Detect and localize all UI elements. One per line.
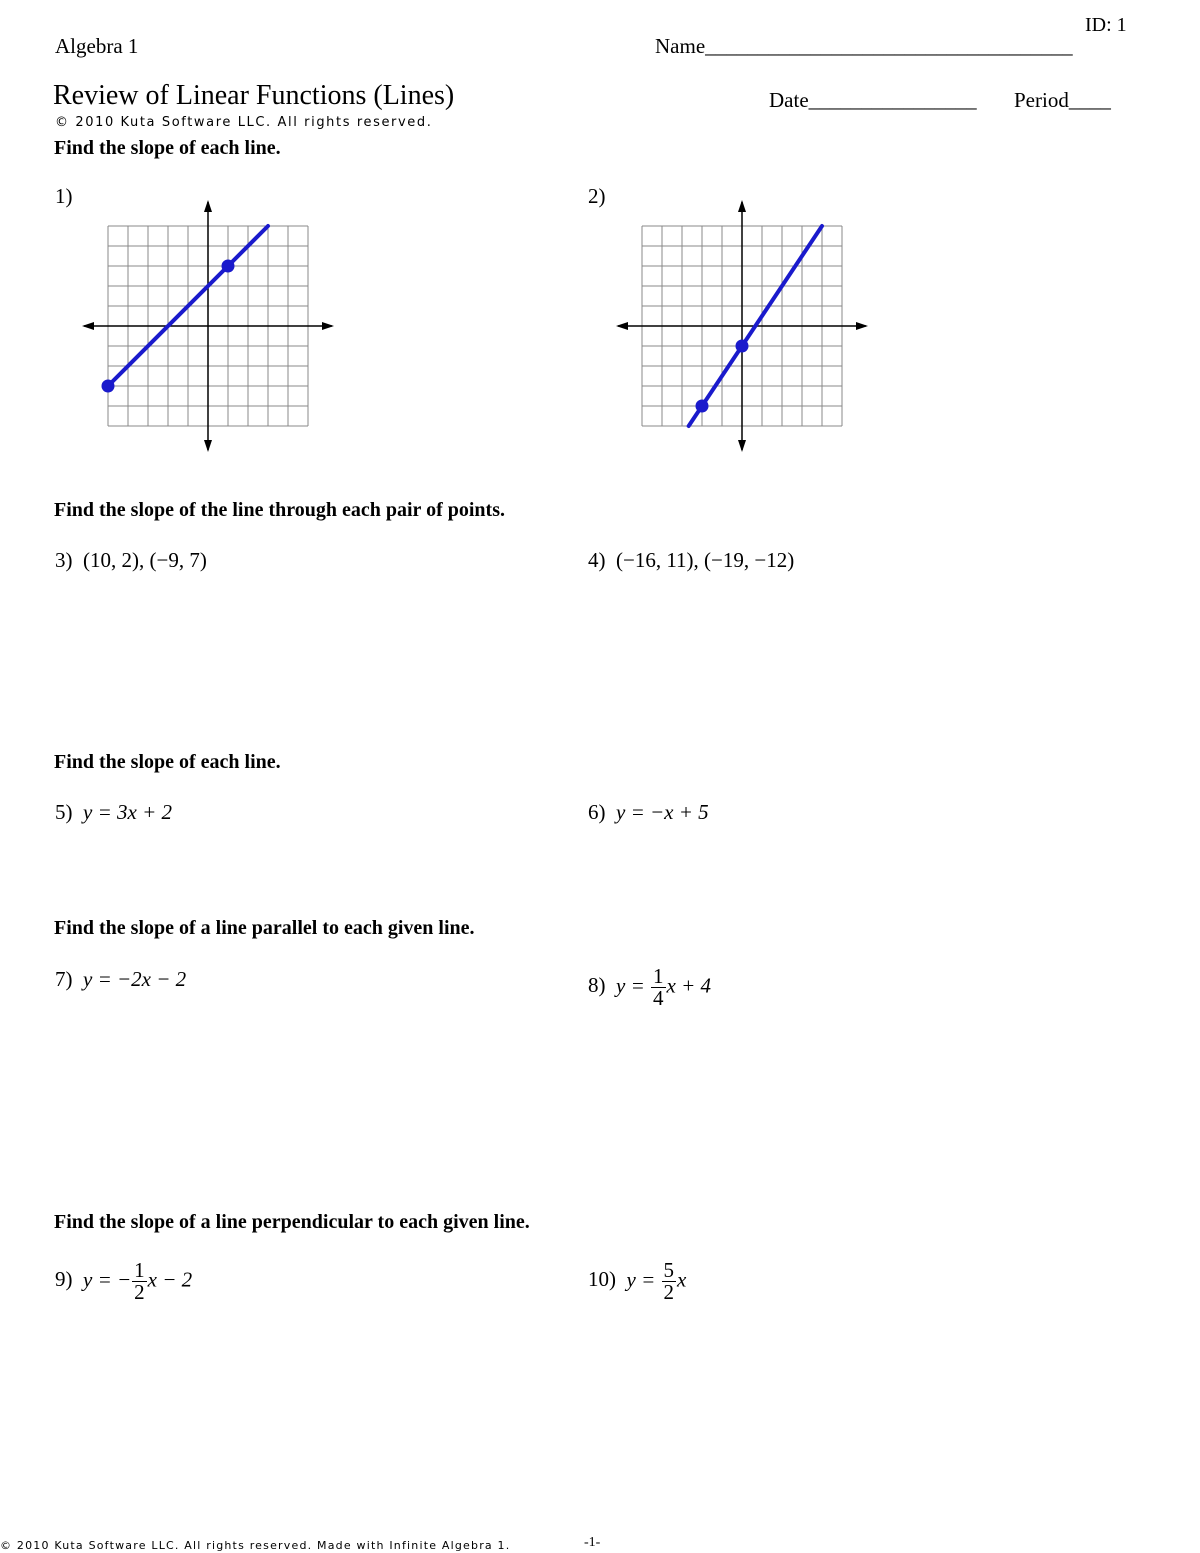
problem-equation: y = 3x + 2	[83, 800, 172, 824]
coordinate-graph	[78, 196, 338, 456]
equation-prefix: y =	[626, 1267, 661, 1292]
fraction-denominator: 4	[653, 986, 664, 1010]
section-heading-perpendicular: Find the slope of a line perpendicular to each given line.	[54, 1211, 530, 1233]
period-field[interactable]: Period____	[1014, 88, 1111, 112]
problem-4	[588, 548, 794, 573]
problem-number: 10)	[588, 1267, 616, 1292]
arrow-right-icon	[856, 322, 868, 330]
equation-suffix: x + 4	[666, 973, 711, 998]
problem-points: (10, 2), (−9, 7)	[83, 548, 207, 572]
problem-8	[588, 966, 711, 1009]
fraction	[132, 1260, 147, 1303]
equation-prefix: y = −	[83, 1267, 132, 1292]
equation-suffix: x	[677, 1267, 687, 1292]
problem-number: 5)	[55, 800, 73, 824]
problem-number: 3)	[55, 548, 73, 572]
fraction-numerator: 5	[663, 1258, 674, 1282]
fraction-denominator: 2	[663, 1280, 674, 1304]
arrow-down-icon	[204, 440, 212, 452]
fraction-numerator: 1	[134, 1258, 145, 1282]
problem-10	[588, 1260, 686, 1303]
problem-number: 4)	[588, 548, 606, 572]
graph-point	[736, 340, 749, 353]
section-heading-parallel: Find the slope of a line parallel to each given line.	[54, 917, 475, 939]
problem-number: 8)	[588, 973, 606, 998]
footer-copyright: © 2010 Kuta Software LLC. All rights reserved. Made with Infinite Algebra 1.	[0, 1539, 511, 1552]
problem-3	[55, 548, 207, 573]
section-heading-slope-equation: Find the slope of each line.	[54, 751, 281, 773]
problem-5	[55, 800, 172, 825]
problem-points: (−16, 11), (−19, −12)	[616, 548, 795, 572]
date-field[interactable]: Date________________	[769, 88, 977, 112]
id-label: ID: 1	[1085, 14, 1127, 36]
arrow-up-icon	[204, 200, 212, 212]
fraction-numerator: 1	[653, 964, 664, 988]
name-field[interactable]: Name___________________________________	[655, 34, 1073, 58]
equation-suffix: x − 2	[147, 1267, 193, 1292]
arrow-right-icon	[322, 322, 334, 330]
problem-number: 9)	[55, 1267, 73, 1292]
arrow-left-icon	[82, 322, 94, 330]
problem-9	[55, 1260, 192, 1303]
problem-equation: y = −x + 5	[616, 800, 709, 824]
graph-point	[696, 400, 709, 413]
problem-number: 6)	[588, 800, 606, 824]
fraction	[651, 966, 666, 1009]
arrow-down-icon	[738, 440, 746, 452]
fraction-denominator: 2	[134, 1280, 145, 1304]
problem-7	[55, 967, 186, 992]
course-name: Algebra 1	[55, 34, 139, 58]
problem-6	[588, 800, 709, 825]
arrow-up-icon	[738, 200, 746, 212]
equation-prefix: y =	[616, 973, 650, 998]
section-heading-two-points: Find the slope of the line through each pair of points.	[54, 499, 505, 521]
problem-equation: y = −2x − 2	[83, 967, 187, 991]
coordinate-graph	[612, 196, 872, 456]
section-heading-slope-graph: Find the slope of each line.	[54, 137, 281, 159]
copyright-notice: © 2010 Kuta Software LLC. All rights reserved.	[55, 115, 433, 130]
problem-number: 2)	[588, 184, 606, 208]
problem-number: 7)	[55, 967, 73, 991]
page-title: Review of Linear Functions (Lines)	[53, 80, 455, 111]
arrow-left-icon	[616, 322, 628, 330]
page-number: -1-	[584, 1535, 601, 1550]
graph-point	[102, 380, 115, 393]
problem-number: 1)	[55, 184, 73, 208]
graph-point	[222, 260, 235, 273]
fraction	[662, 1260, 677, 1303]
